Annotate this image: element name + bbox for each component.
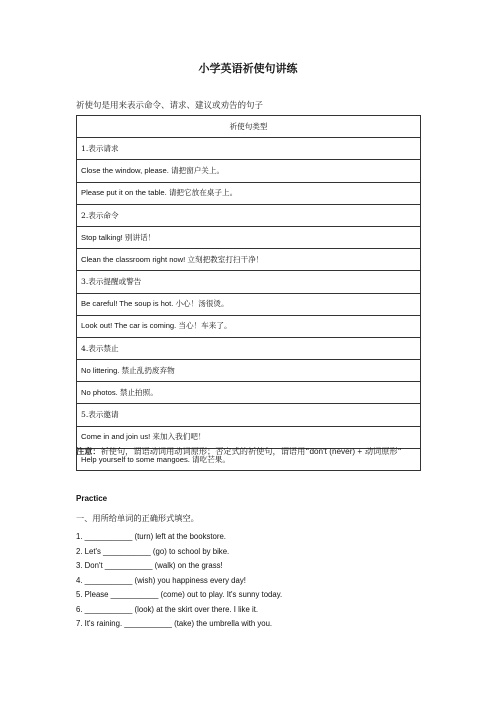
note-label: 注意：	[76, 446, 101, 456]
practice-question: 4. ___________ (wish) you happiness every day!	[76, 575, 246, 585]
page-title: 小学英语祈使句讲练	[198, 63, 298, 75]
category-cell: 4.表示禁止	[77, 337, 421, 359]
practice-question: 2. Let's ___________ (go) to school by bike.	[76, 546, 230, 556]
note-text-b: 动词原形”	[362, 446, 402, 456]
table-row	[77, 360, 421, 382]
category-cell: 1.表示请求	[77, 138, 421, 160]
practice-question: 3. Don't ___________ (walk) on the grass!	[76, 561, 223, 570]
category-cell: 3.表示提醒或警告	[77, 271, 421, 293]
example-cell	[77, 293, 421, 315]
table-header-cell: 祈使句类型	[77, 116, 421, 138]
table-row	[77, 138, 421, 160]
example-chinese: 禁止乱扔废弃物	[121, 365, 175, 375]
table-row	[77, 404, 421, 426]
table-row	[77, 382, 421, 404]
example-cell	[77, 315, 421, 337]
example-cell	[77, 382, 421, 404]
example-cell	[77, 360, 421, 382]
example-cell	[77, 160, 421, 182]
example-english: No littering.	[81, 365, 120, 375]
practice-instruction: 一、用所给单词的正确形式填空。	[76, 513, 199, 523]
example-chinese: 别讲话！	[124, 232, 156, 242]
example-english: Come in and join us!	[81, 432, 151, 442]
example-chinese: 小心！汤很烫。	[175, 299, 229, 309]
example-chinese: 禁止拍照。	[119, 388, 158, 398]
table-row	[77, 293, 421, 315]
table-row	[77, 315, 421, 337]
practice-question: 5. Please ___________ (come) out to play. It's sunny today.	[76, 590, 283, 599]
table-row	[77, 271, 421, 293]
example-chinese: 请把窗户关上。	[170, 166, 225, 176]
example-english: Be careful! The soup is hot.	[81, 299, 174, 309]
table-row	[77, 226, 421, 248]
category-cell: 2.表示命令	[77, 204, 421, 226]
intro-text: 祈使句是用来表示命令、请求、建议或劝告的句子	[76, 101, 264, 111]
example-chinese: 来加入我们吧！	[152, 432, 206, 442]
practice-heading: Practice	[76, 494, 108, 503]
example-chinese: 请把它放在桌子上。	[168, 188, 238, 198]
example-english: Close the window, please.	[81, 166, 169, 176]
practice-question: 1. ___________ (turn) left at the bookstore.	[76, 532, 226, 541]
example-chinese: 立刻把教室打扫干净！	[187, 254, 264, 264]
note-text-a: 祈使句，谓语动词用动词原形；否定式的祈使句，谓语用“	[100, 446, 310, 456]
practice-question: 6. ___________ (look) at the skirt over there. I like it.	[76, 604, 259, 614]
note-paragraph	[76, 444, 421, 459]
table-row	[77, 337, 421, 359]
table-row	[77, 249, 421, 271]
note-text-en: don't (never) +	[309, 447, 363, 456]
example-english: Look out! The car is coming.	[81, 321, 177, 331]
example-english: Clean the classroom right now!	[81, 254, 186, 264]
category-cell: 5.表示邀请	[77, 404, 421, 426]
example-english: Please put it on the table.	[81, 188, 167, 198]
example-chinese: 当心！车来了。	[178, 321, 232, 331]
example-english: Stop talking!	[81, 232, 123, 242]
example-cell	[77, 226, 421, 248]
table-row	[77, 182, 421, 204]
example-cell	[77, 182, 421, 204]
table-row	[77, 160, 421, 182]
question-list	[76, 530, 436, 632]
table-header-row	[77, 116, 421, 138]
table-row	[77, 204, 421, 226]
practice-question: 7. It's raining. ___________ (take) the umbrella with you.	[76, 619, 273, 628]
example-english: No photos.	[81, 388, 118, 398]
example-english: Help yourself to some mangoes.	[81, 454, 190, 464]
example-cell	[77, 249, 421, 271]
example-chinese: 请吃芒果。	[192, 454, 230, 464]
sentence-type-table	[76, 115, 421, 471]
